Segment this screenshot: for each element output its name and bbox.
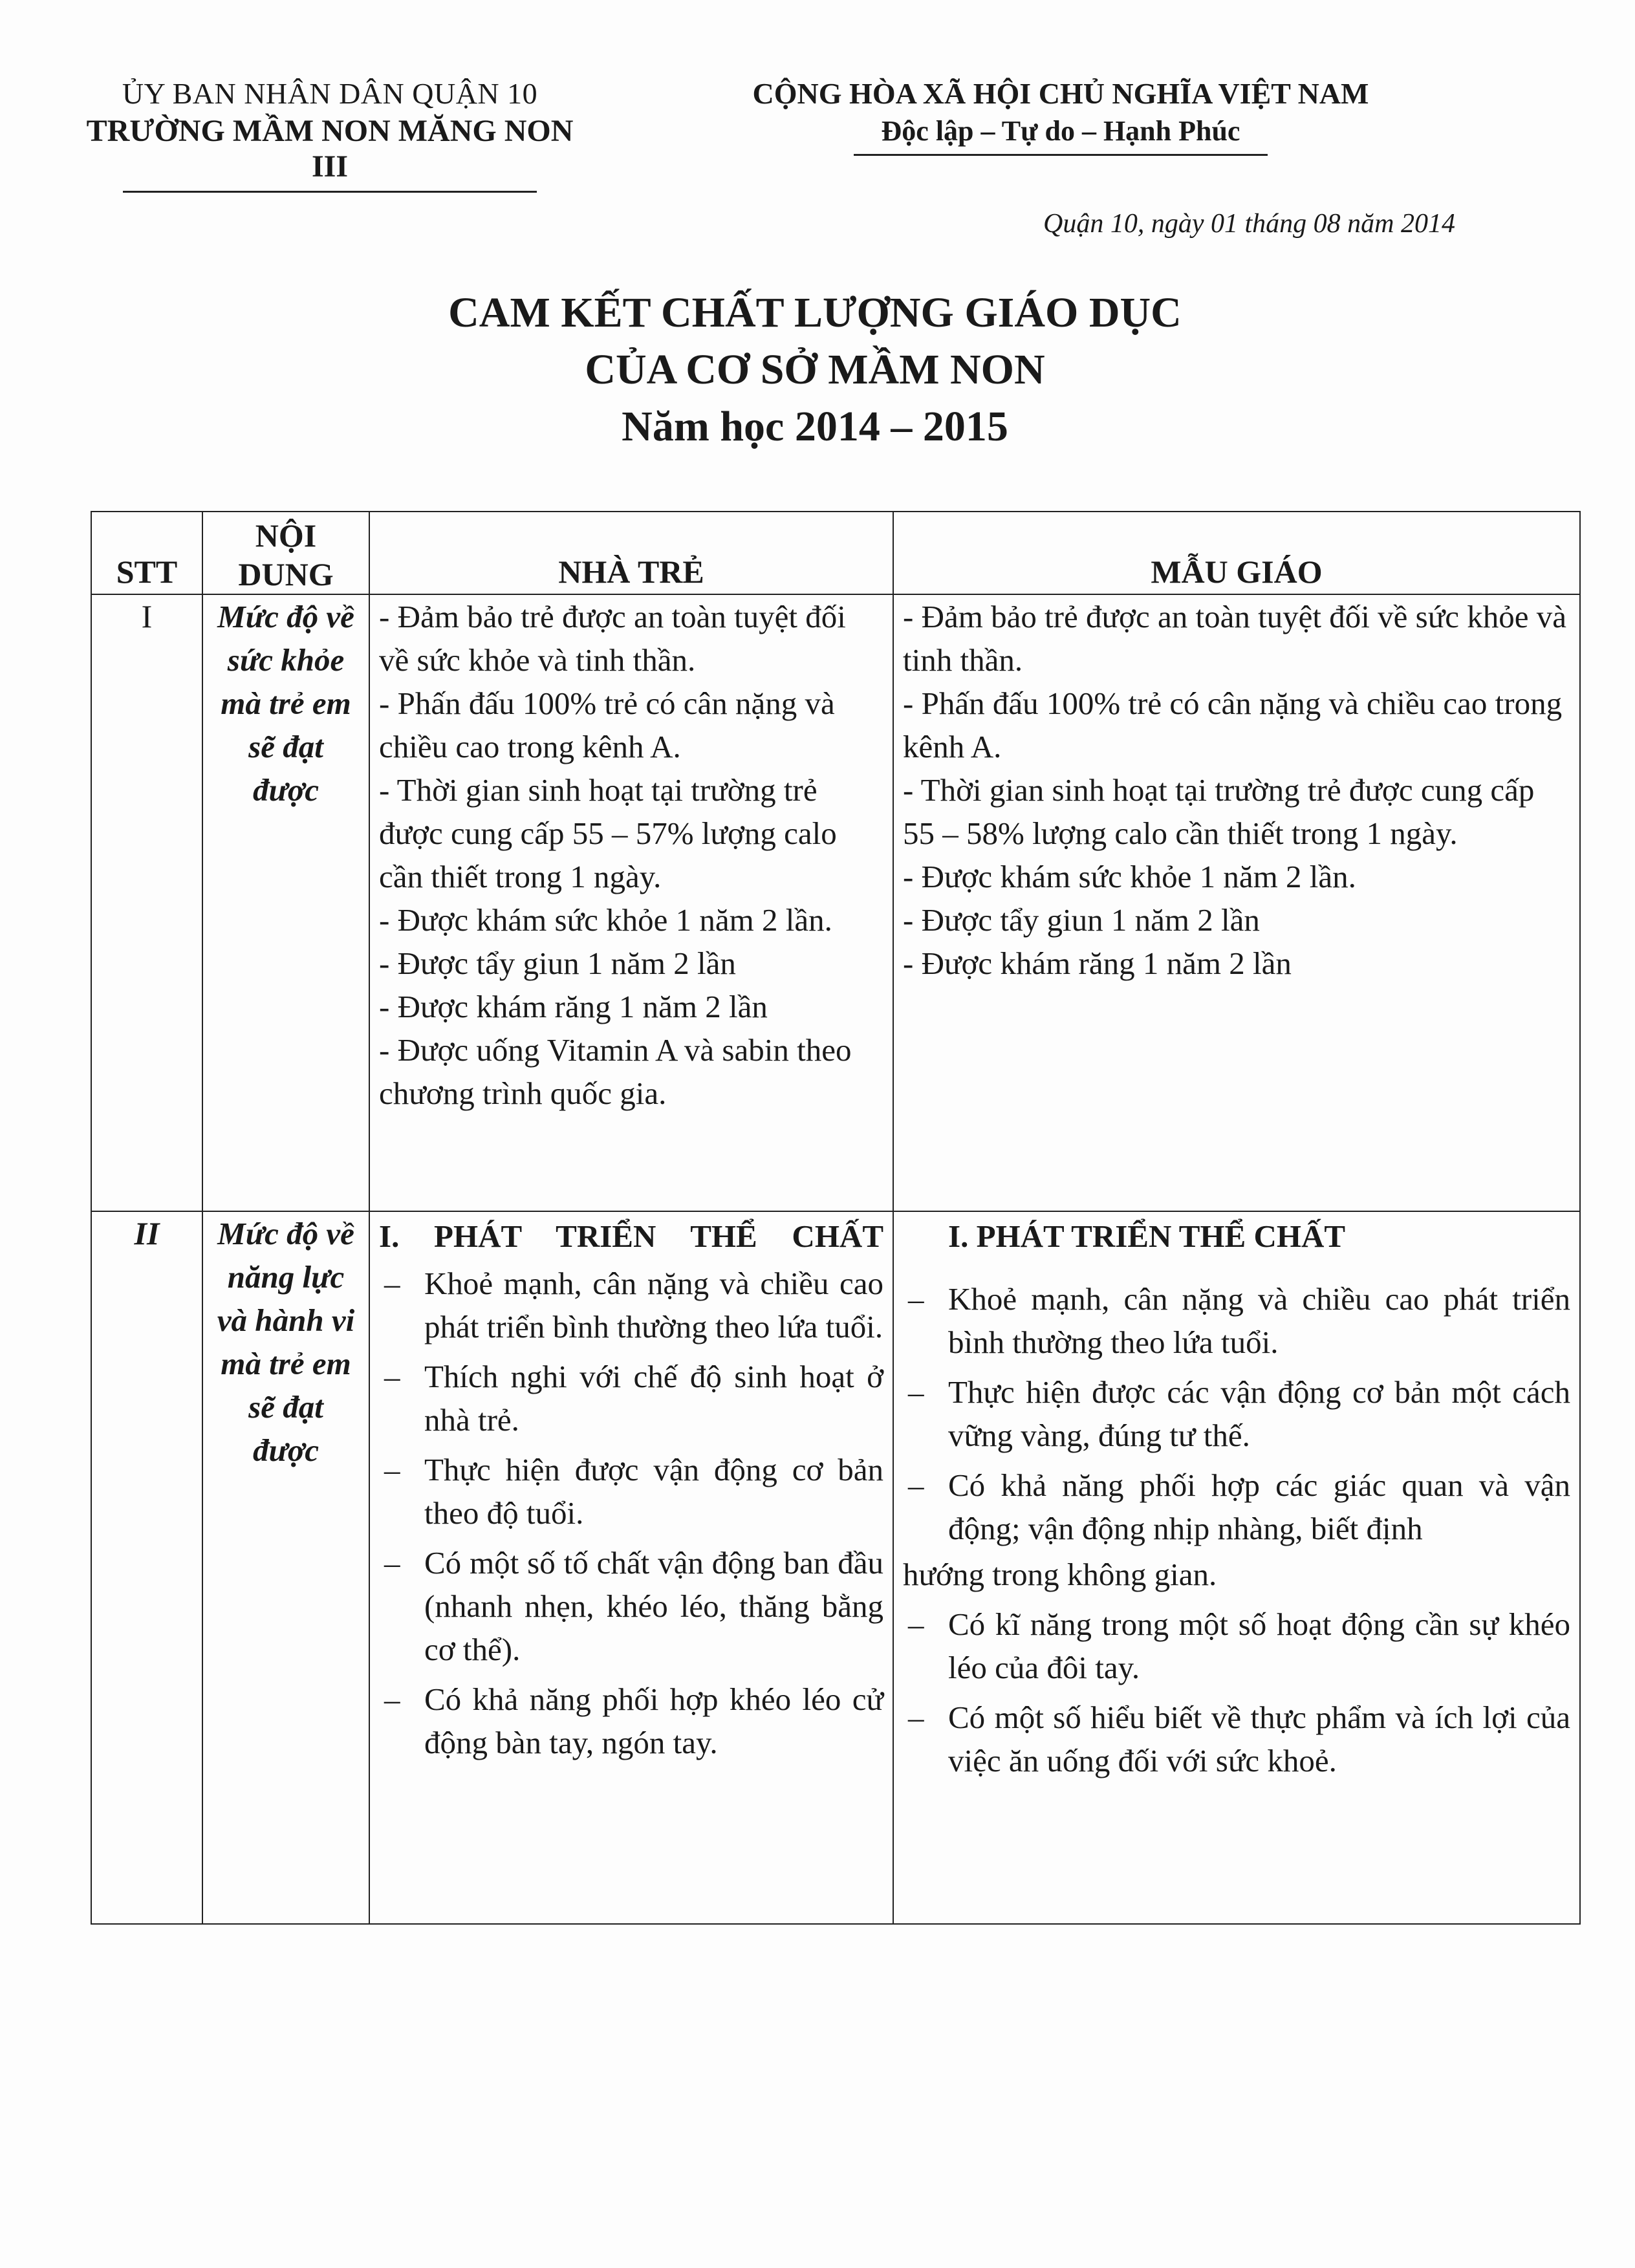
list-item-text: Có kĩ năng trong một số hoạt động cần sự khéo léo của đôi tay.: [948, 1606, 1570, 1685]
document-date: Quận 10, ngày 01 tháng 08 năm 2014: [1043, 209, 1455, 239]
table-row: [91, 1211, 1580, 1924]
list-item: [903, 1696, 1570, 1782]
motto-underline: [854, 154, 1268, 156]
row-number: II: [91, 1211, 202, 1924]
dash-marker: –: [908, 1281, 924, 1317]
list-item-text: Khoẻ mạnh, cân nặng và chiều cao phát triển bình thường theo lứa tuổi.: [948, 1281, 1570, 1360]
row-number: I: [91, 594, 202, 1211]
dash-marker: –: [384, 1266, 400, 1301]
mau-giao-cell: [893, 594, 1580, 1211]
header-mau-giao: MẪU GIÁO: [893, 512, 1580, 594]
title-line-2: CỦA CƠ SỞ MẦM NON: [585, 346, 1045, 393]
dash-marker: –: [384, 1545, 400, 1581]
list-item: [379, 1541, 883, 1671]
section-heading: I. PHÁT TRIỂN THỂ CHẤT: [948, 1218, 1346, 1254]
table-header-row: [91, 512, 1580, 594]
list-item: [379, 1262, 883, 1348]
list-item: - Được uống Vitamin A và sabin theo chương trình quốc gia.: [379, 1032, 852, 1111]
issuer-authority: ỦY BAN NHÂN DÂN QUẬN 10: [122, 77, 538, 110]
dash-marker: –: [384, 1452, 400, 1487]
national-motto: Độc lập – Tự do – Hạnh Phúc: [881, 115, 1240, 147]
list-item-text: Có một số hiểu biết về thực phẩm và ích lợi của việc ăn uống đối với sức khoẻ.: [948, 1700, 1570, 1778]
list-item: - Được khám sức khỏe 1 năm 2 lần.: [903, 859, 1356, 894]
table-row: [91, 594, 1580, 1211]
title-line-1: CAM KẾT CHẤT LƯỢNG GIÁO DỤC: [448, 289, 1182, 336]
row-content-label: Mức độ về năng lực và hành vi mà trẻ em sẽ đạt được: [202, 1211, 369, 1924]
list-item-text: Có khả năng phối hợp khéo léo cử động bàn tay, ngón tay.: [424, 1681, 883, 1760]
dash-marker: –: [908, 1606, 924, 1642]
header-nha-tre: NHÀ TRẺ: [369, 512, 893, 594]
list-item: - Thời gian sinh hoạt tại trường trẻ được cung cấp 55 – 57% lượng calo cần thiết trong 1 ngày.: [379, 772, 837, 894]
section-heading: I. PHÁT TRIỂN THỂ CHẤT: [379, 1218, 883, 1254]
header-noi-dung: NỘI DUNG: [202, 512, 369, 594]
list-item: [903, 1463, 1570, 1550]
list-item: - Đảm bảo trẻ được an toàn tuyệt đối về sức khỏe và tinh thần.: [379, 599, 846, 678]
header-stt: STT: [91, 512, 202, 594]
nha-tre-cell: [369, 1211, 893, 1924]
document-title: [168, 285, 1462, 455]
list-item-text: Khoẻ mạnh, cân nặng và chiều cao phát triển bình thường theo lứa tuổi.: [424, 1266, 883, 1345]
dash-marker: –: [908, 1374, 924, 1410]
list-item: - Phấn đấu 100% trẻ có cân nặng và chiều cao trong kênh A.: [903, 686, 1563, 764]
list-item: - Đảm bảo trẻ được an toàn tuyệt đối về sức khỏe và tinh thần.: [903, 599, 1567, 678]
list-item: - Được khám sức khỏe 1 năm 2 lần.: [379, 902, 832, 938]
nha-tre-cell: [369, 594, 893, 1211]
dash-marker: –: [384, 1359, 400, 1394]
dash-marker: –: [908, 1700, 924, 1735]
bullet-list: [903, 1277, 1570, 1550]
issuer-underline: [123, 191, 537, 193]
list-item: - Thời gian sinh hoạt tại trường trẻ được cung cấp 55 – 58% lượng calo cần thiết trong 1 ngày.: [903, 772, 1535, 851]
list-item: [379, 1448, 883, 1535]
dash-marker: –: [384, 1681, 400, 1717]
list-item: [903, 1277, 1570, 1364]
country-name: CỘNG HÒA XÃ HỘI CHỦ NGHĨA VIỆT NAM: [752, 77, 1369, 110]
list-item-text: Có khả năng phối hợp các giác quan và vận động; vận động nhịp nhàng, biết định: [948, 1467, 1570, 1546]
list-item: - Được tẩy giun 1 năm 2 lần: [379, 945, 736, 981]
list-item-text: Thích nghi với chế độ sinh hoạt ở nhà trẻ.: [424, 1359, 883, 1438]
list-item: - Được khám răng 1 năm 2 lần: [903, 945, 1292, 981]
list-item: - Phấn đấu 100% trẻ có cân nặng và chiều cao trong kênh A.: [379, 686, 835, 764]
list-item: - Được khám răng 1 năm 2 lần: [379, 989, 768, 1024]
list-item: [903, 1603, 1570, 1689]
list-item: - Được tẩy giun 1 năm 2 lần: [903, 902, 1260, 938]
list-item-text: Thực hiện được vận động cơ bản theo độ tuổi.: [424, 1452, 883, 1531]
bullet-list: [903, 1603, 1570, 1782]
row-content-label: Mức độ về sức khỏe mà trẻ em sẽ đạt được: [202, 594, 369, 1211]
list-item: [379, 1355, 883, 1442]
national-motto-block: [698, 76, 1423, 156]
list-item: [903, 1370, 1570, 1457]
mau-giao-cell: [893, 1211, 1580, 1924]
dash-marker: –: [908, 1467, 924, 1503]
bullet-list: [379, 1262, 883, 1764]
list-continuation: hướng trong không gian.: [903, 1557, 1217, 1592]
issuer-school: TRƯỜNG MẦM NON MĂNG NON III: [86, 114, 574, 184]
list-item-text: Có một số tố chất vận động ban đầu (nhanh nhẹn, khéo léo, thăng bằng cơ thể).: [424, 1545, 883, 1667]
list-item-text: Thực hiện được các vận động cơ bản một cách vững vàng, đúng tư thế.: [948, 1374, 1570, 1453]
title-line-3: Năm học 2014 – 2015: [622, 403, 1008, 450]
list-item: [379, 1678, 883, 1764]
issuer-block: [71, 76, 589, 193]
commitment-table: [91, 511, 1581, 1925]
